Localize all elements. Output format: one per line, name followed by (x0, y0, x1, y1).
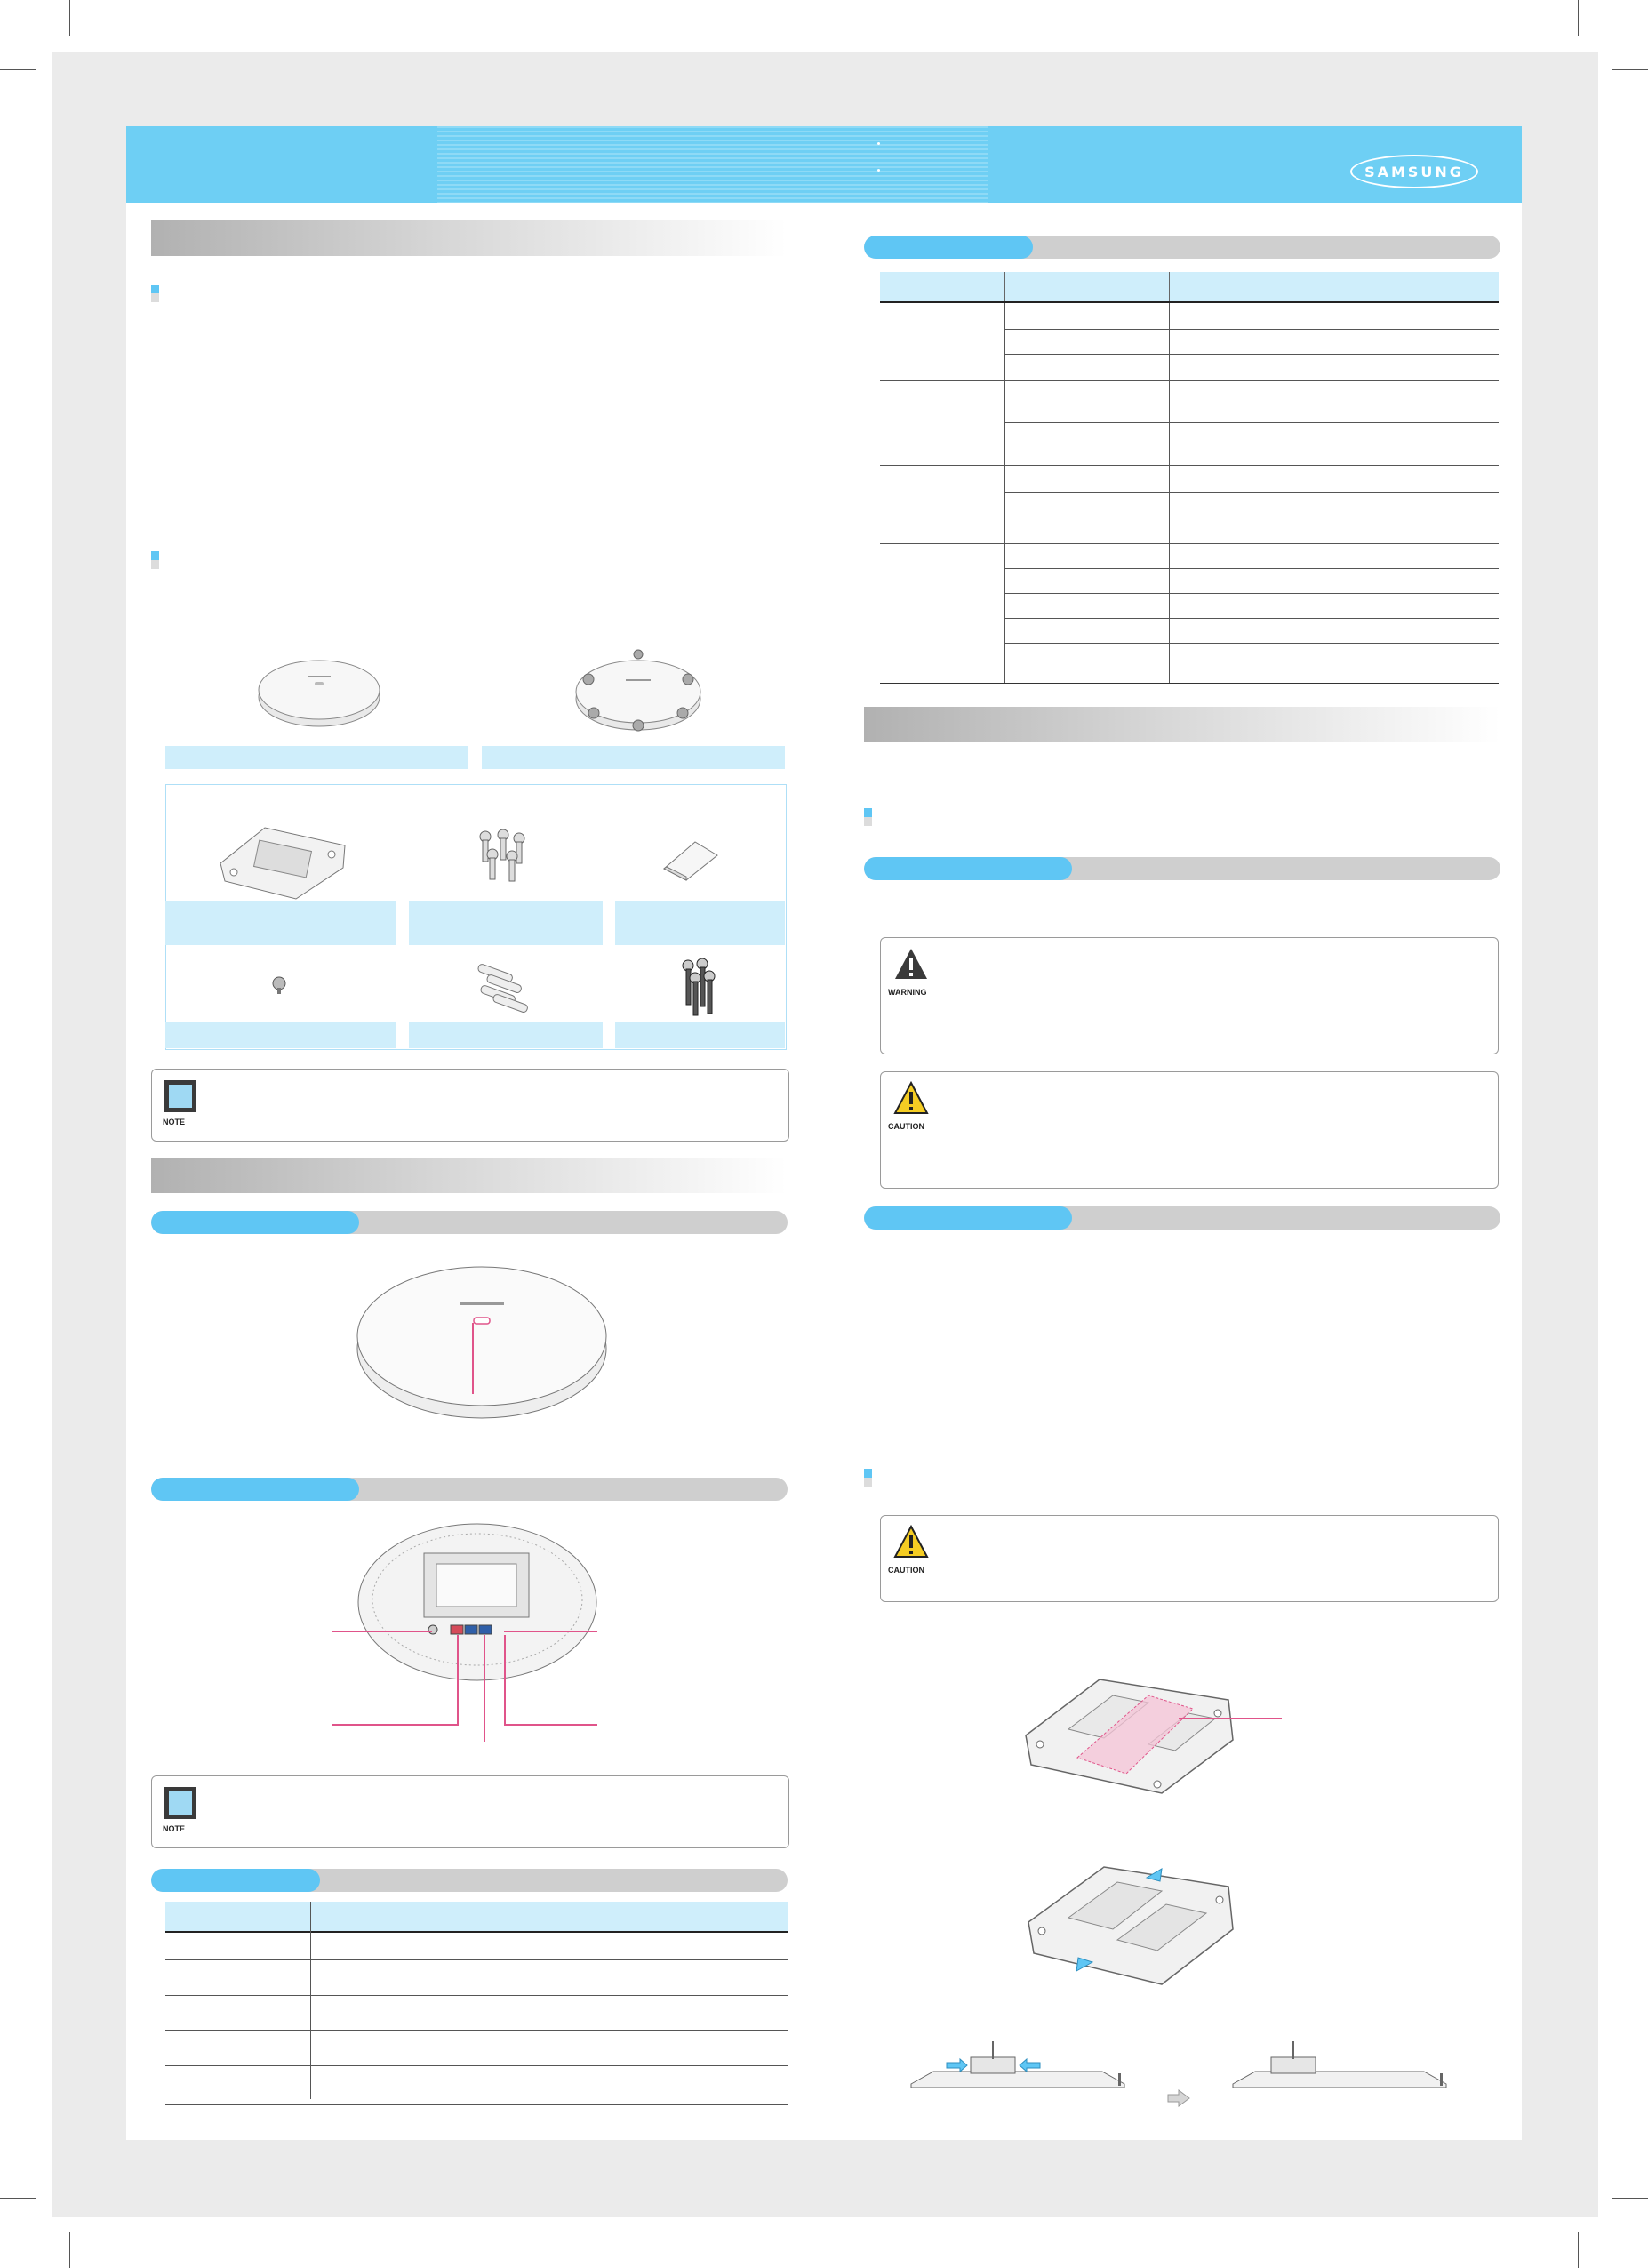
table-row-line (1004, 593, 1499, 594)
note-box (151, 1069, 789, 1142)
banner-stripes (437, 126, 988, 203)
subsection-header-bar (151, 1869, 788, 1892)
manual-page (126, 126, 1522, 2140)
note-box (151, 1775, 789, 1848)
port-callout-line (504, 1635, 506, 1726)
table-group-line (880, 465, 1499, 466)
subheading-marker (151, 285, 159, 302)
warning-label: WARNING (888, 988, 927, 997)
table-row (165, 1932, 788, 1960)
table-group-line (880, 543, 1499, 544)
subsection-title-pill (151, 1869, 320, 1892)
subsection-title-pill (864, 857, 1072, 880)
subsection-title-pill (151, 1211, 359, 1234)
table-column-divider (1169, 303, 1170, 683)
port-callout-line (504, 1724, 597, 1726)
note-label: NOTE (163, 1824, 186, 1833)
wall-anchors-image (473, 960, 535, 1014)
header-banner (126, 126, 1522, 203)
accessory-caption-box (165, 1022, 396, 1048)
side-view-before-image (907, 2038, 1129, 2096)
port-callout-line (332, 1631, 432, 1632)
accessory-caption-box (615, 901, 785, 945)
table-row-line (1004, 354, 1499, 355)
anchor-screws-image (677, 957, 722, 1019)
table-column-divider (1004, 272, 1005, 301)
table-row (165, 1960, 788, 1996)
section-header-bar (151, 220, 787, 256)
product-caption-box (165, 746, 468, 769)
table-group-line (880, 380, 1499, 381)
caution-icon (893, 1081, 929, 1115)
table-column-divider (1004, 303, 1005, 683)
table-row-line (1004, 568, 1499, 569)
quick-guide-image (660, 837, 722, 882)
caution-box (880, 1515, 1499, 1602)
accessory-caption-box (409, 901, 603, 945)
caution-box (880, 1071, 1499, 1189)
crop-mark (1612, 2198, 1648, 2199)
crop-mark (1612, 69, 1648, 70)
security-screw-image (270, 974, 288, 996)
accessory-caption-box (165, 901, 396, 945)
spec-table (880, 303, 1499, 684)
led-callout-line (472, 1323, 474, 1394)
accessory-caption-box (615, 1022, 785, 1048)
bracket-slide-image (1020, 1851, 1242, 1993)
crop-mark (0, 69, 36, 70)
samsung-logo: SAMSUNG (1350, 155, 1478, 188)
table-row-line (1004, 618, 1499, 619)
caution-label: CAUTION (888, 1566, 924, 1575)
port-callout-line (504, 1631, 597, 1632)
note-label: NOTE (163, 1118, 186, 1126)
port-callout-line (332, 1724, 457, 1726)
crop-mark (1578, 0, 1579, 36)
subsection-title-pill (864, 236, 1033, 259)
table-row (165, 2066, 788, 2105)
subsection-title-pill (864, 1206, 1072, 1230)
table-column-divider (310, 1902, 311, 2099)
table-column-divider (1169, 272, 1170, 301)
note-icon (164, 1080, 196, 1112)
crop-mark (1578, 2232, 1579, 2268)
ap-front-led-image (353, 1249, 611, 1427)
ap-rear-ports-image (355, 1518, 600, 1687)
subsection-header-bar (151, 1478, 788, 1501)
subsection-header-bar (151, 1211, 788, 1234)
caution-icon (893, 1525, 929, 1559)
caution-label: CAUTION (888, 1122, 924, 1131)
warning-icon (893, 947, 929, 981)
table-row-line (1004, 643, 1499, 644)
subheading-marker (151, 551, 159, 569)
section-header-bar (864, 707, 1500, 742)
subsection-header-bar (864, 1206, 1500, 1230)
section-header-bar (151, 1158, 787, 1193)
product-ap-antenna-image (567, 633, 709, 738)
led-status-table (165, 1902, 788, 2105)
banner-bullet (877, 142, 880, 145)
subsection-title-pill (151, 1478, 359, 1501)
bracket-mount-area-image (1015, 1660, 1246, 1802)
banner-bullet (877, 169, 880, 172)
subheading-marker (864, 1469, 872, 1487)
port-callout-line (457, 1635, 459, 1726)
subsection-header-bar (864, 857, 1500, 880)
crop-mark (69, 0, 70, 36)
table-row-line (1004, 329, 1499, 330)
subsection-header-bar (864, 236, 1500, 259)
side-view-after-image (1228, 2038, 1451, 2096)
table-header-row (165, 1902, 788, 1932)
table-row (165, 2031, 788, 2066)
product-ap-image (252, 644, 386, 733)
table-row (165, 1996, 788, 2031)
mounting-bracket-image (212, 814, 354, 903)
crop-mark (0, 2198, 36, 2199)
accessory-caption-box (409, 1022, 603, 1048)
arrow-right-icon (1166, 2089, 1191, 2107)
area-callout-line (1179, 1718, 1282, 1719)
warning-box (880, 937, 1499, 1054)
spec-table-header (880, 272, 1499, 303)
port-callout-line (484, 1635, 485, 1742)
subheading-marker (864, 808, 872, 826)
crop-mark (69, 2232, 70, 2268)
note-icon (164, 1787, 196, 1819)
table-row-line (1004, 422, 1499, 423)
product-caption-box (482, 746, 785, 769)
screws-image (473, 824, 535, 886)
table-row-line (1004, 492, 1499, 493)
